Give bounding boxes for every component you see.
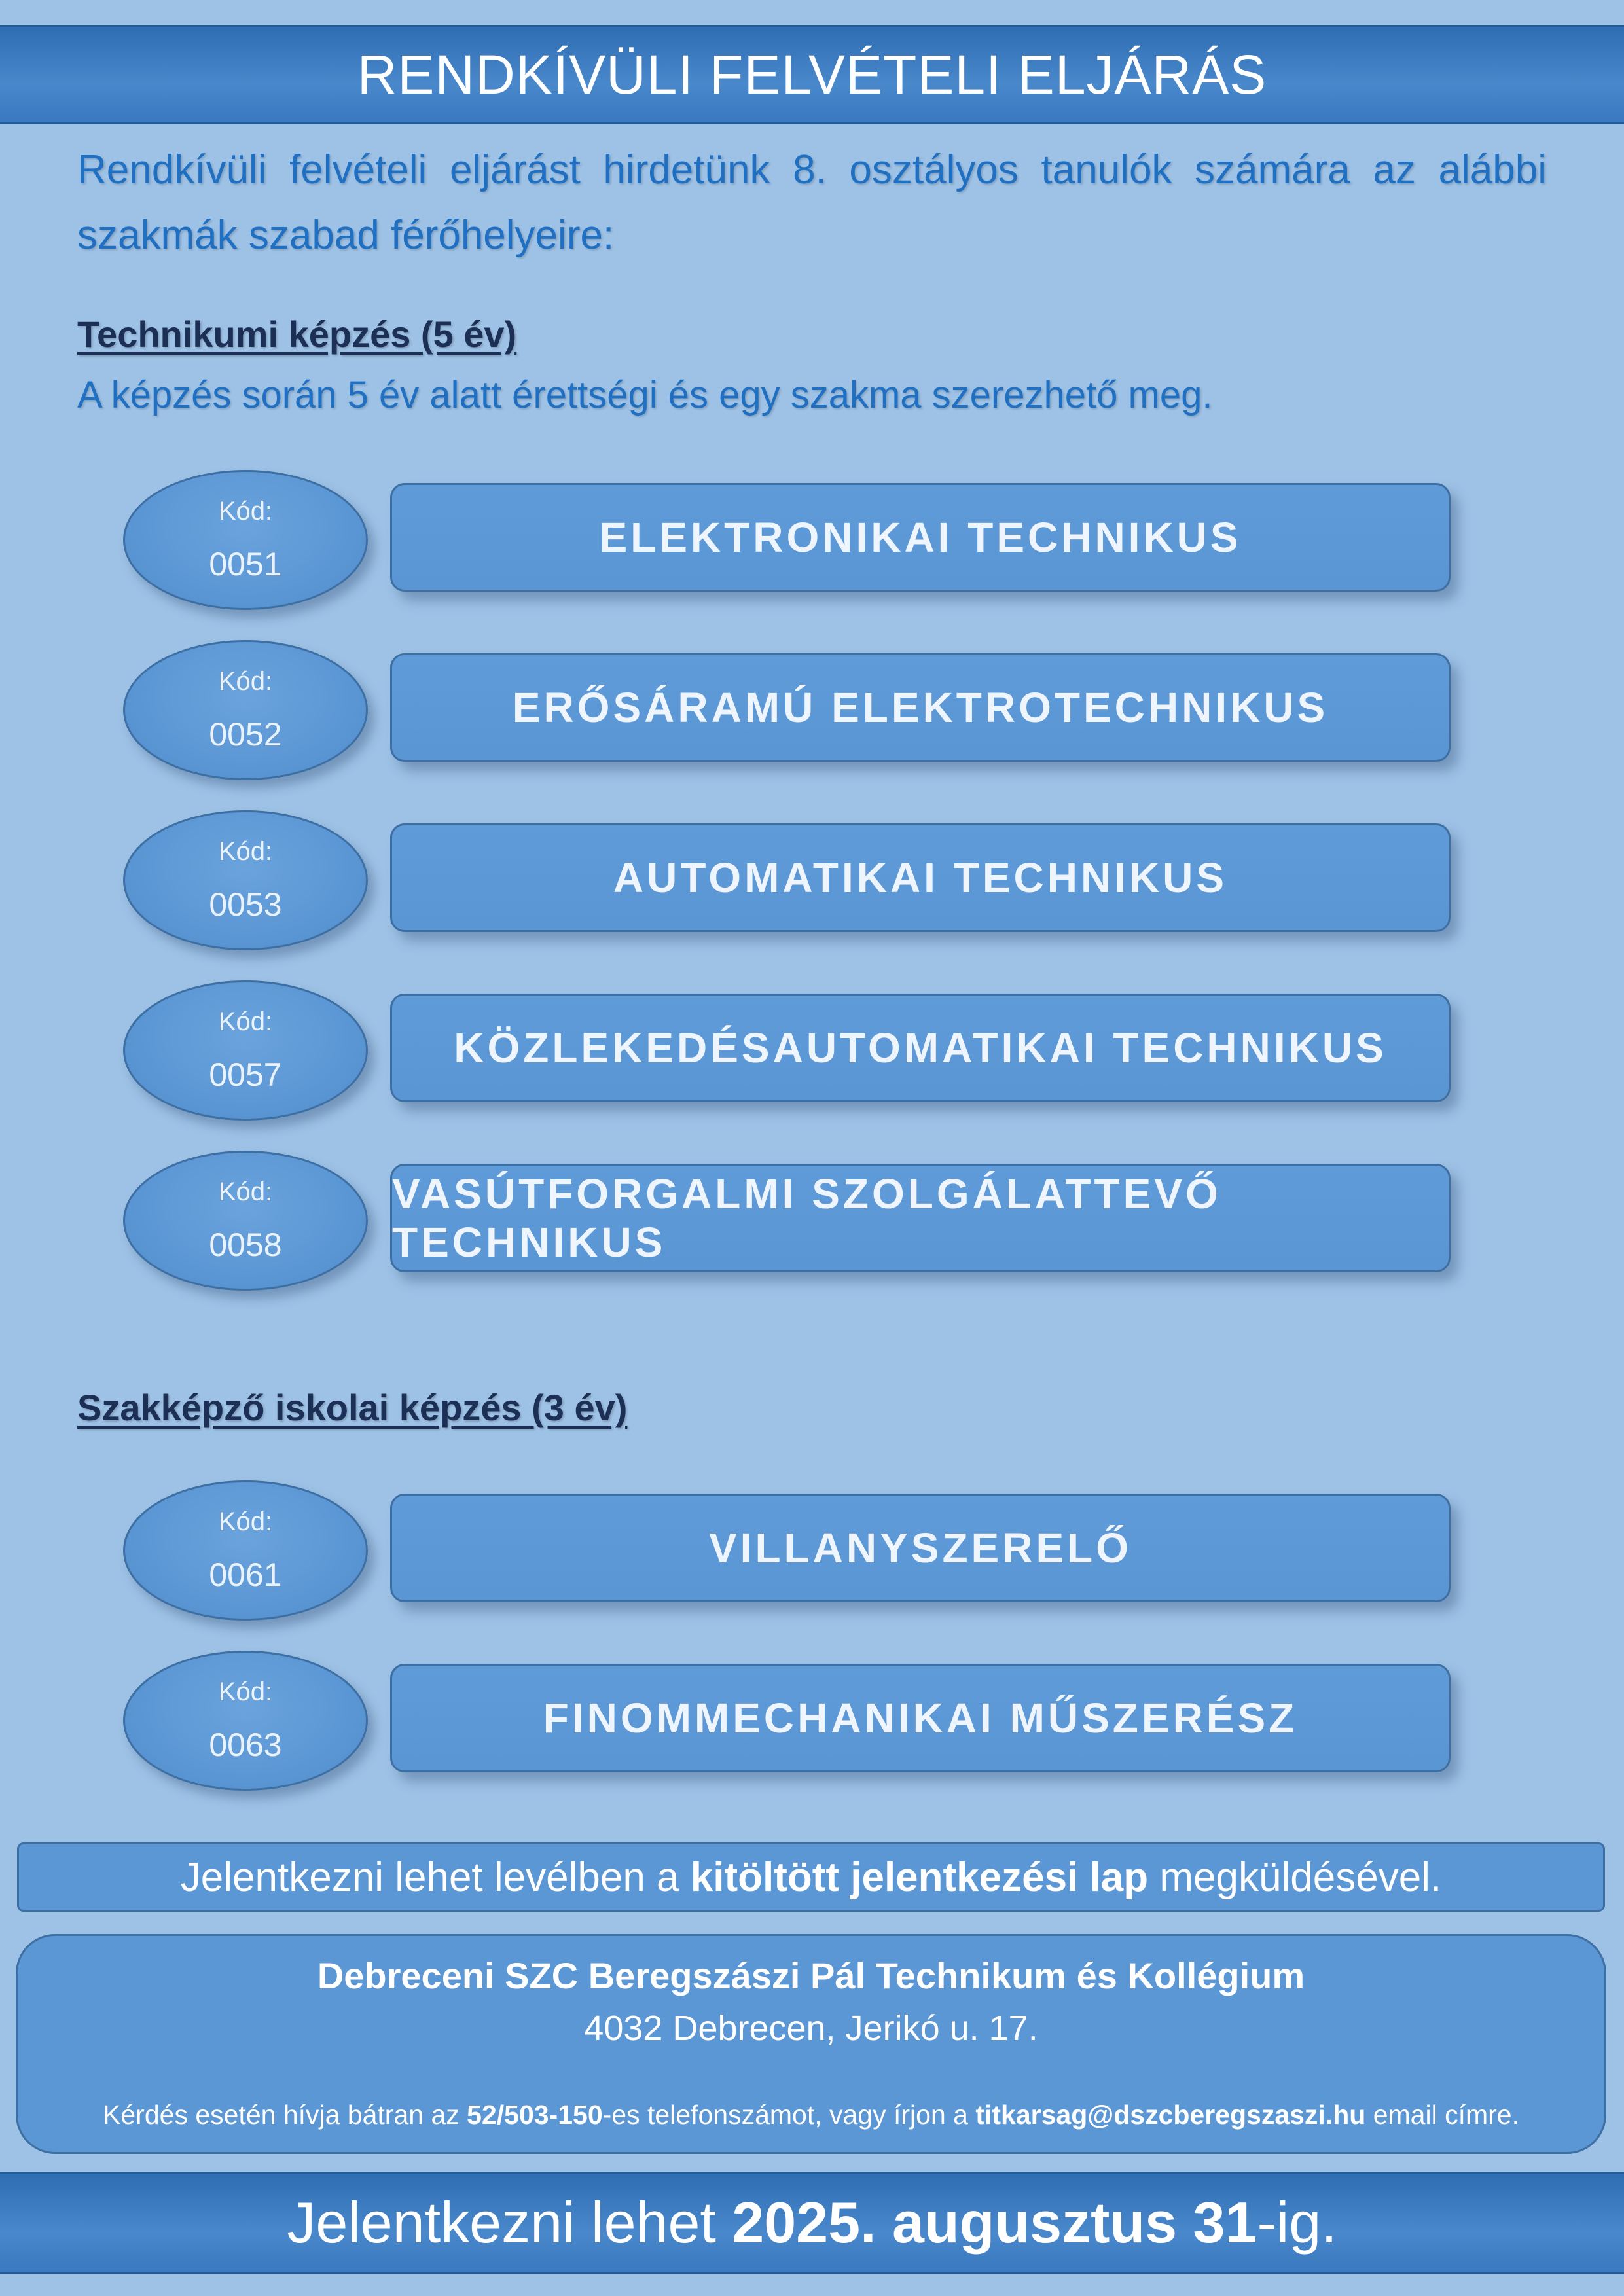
- technikum-section-title: Technikumi képzés (5 év): [77, 314, 517, 355]
- program-row: [0, 980, 1624, 1124]
- code-number: 0061: [209, 1556, 282, 1593]
- program-name-box: VILLANYSZERELŐ: [390, 1494, 1451, 1602]
- program-code-badge: [123, 470, 368, 610]
- code-label: Kód:: [218, 497, 273, 526]
- email-address: titkarsag@dszcberegszaszi.hu: [975, 2100, 1366, 2130]
- info-suffix: email címre.: [1365, 2100, 1519, 2130]
- technikum-section-subtitle: A képzés során 5 év alatt érettségi és egy szakma szerezhető meg.: [77, 374, 1213, 416]
- program-name-box: ERŐSÁRAMÚ ELEKTROTECHNIKUS: [390, 653, 1451, 762]
- program-name-box: ELEKTRONIKAI TECHNIKUS: [390, 483, 1451, 592]
- program-code-badge: [123, 810, 368, 950]
- application-method-box: [17, 1842, 1605, 1912]
- program-row: [0, 1480, 1624, 1624]
- program-code-badge: [123, 980, 368, 1121]
- code-number: 0052: [209, 716, 282, 753]
- program-name-box: AUTOMATIKAI TECHNIKUS: [390, 823, 1451, 932]
- info-prefix: Kérdés esetén hívja bátran az: [103, 2100, 467, 2130]
- program-name-box: KÖZLEKEDÉSAUTOMATIKAI TECHNIKUS: [390, 994, 1451, 1102]
- program-row: [0, 1651, 1624, 1795]
- page-title: RENDKÍVÜLI FELVÉTELI ELJÁRÁS: [357, 43, 1267, 105]
- code-label: Kód:: [218, 667, 273, 696]
- apply-suffix: megküldésével.: [1148, 1854, 1442, 1900]
- code-label: Kód:: [218, 1677, 273, 1706]
- program-name-box: VASÚTFORGALMI SZOLGÁLATTEVŐ TECHNIKUS: [390, 1164, 1451, 1272]
- apply-prefix: Jelentkezni lehet levélben a: [180, 1854, 691, 1900]
- deadline-prefix: Jelentkezni lehet: [287, 2190, 732, 2255]
- deadline-suffix: -ig.: [1257, 2190, 1337, 2255]
- program-row: [0, 640, 1624, 784]
- school-address: 4032 Debrecen, Jerikó u. 17.: [584, 2009, 1038, 2048]
- code-label: Kód:: [218, 1007, 273, 1036]
- code-label: Kód:: [218, 1507, 273, 1536]
- contact-info: [18, 2100, 1604, 2130]
- szakkepzo-section-title: Szakképző iskolai képzés (3 év): [77, 1387, 628, 1428]
- program-row: [0, 470, 1624, 614]
- code-label: Kód:: [218, 1177, 273, 1206]
- phone-number: 52/503-150: [467, 2100, 603, 2130]
- deadline-date: 2025. augusztus 31: [732, 2190, 1257, 2255]
- code-number: 0063: [209, 1727, 282, 1763]
- info-mid: -es telefonszámot, vagy írjon a: [602, 2100, 976, 2130]
- program-row: [0, 810, 1624, 954]
- program-code-badge: [123, 1151, 368, 1291]
- code-number: 0057: [209, 1056, 282, 1093]
- program-name-box: FINOMMECHANIKAI MŰSZERÉSZ: [390, 1664, 1451, 1772]
- code-number: 0053: [209, 886, 282, 923]
- code-number: 0058: [209, 1227, 282, 1263]
- intro-text: Rendkívüli felvételi eljárást hirdetünk 8. osztályos tanulók számára az alábbi szakmák szabad férőhelyeire:: [77, 147, 1547, 258]
- deadline-banner: [0, 2172, 1624, 2274]
- program-code-badge: [123, 1651, 368, 1791]
- apply-bold: kitöltött jelentkezési lap: [690, 1854, 1149, 1900]
- header-banner: [0, 25, 1624, 124]
- program-code-badge: [123, 640, 368, 780]
- code-label: Kód:: [218, 837, 273, 866]
- contact-box: [16, 1934, 1606, 2154]
- school-name: Debreceni SZC Beregszászi Pál Technikum és Kollégium: [317, 1955, 1305, 1996]
- program-row: [0, 1151, 1624, 1295]
- program-code-badge: [123, 1480, 368, 1621]
- code-number: 0051: [209, 546, 282, 583]
